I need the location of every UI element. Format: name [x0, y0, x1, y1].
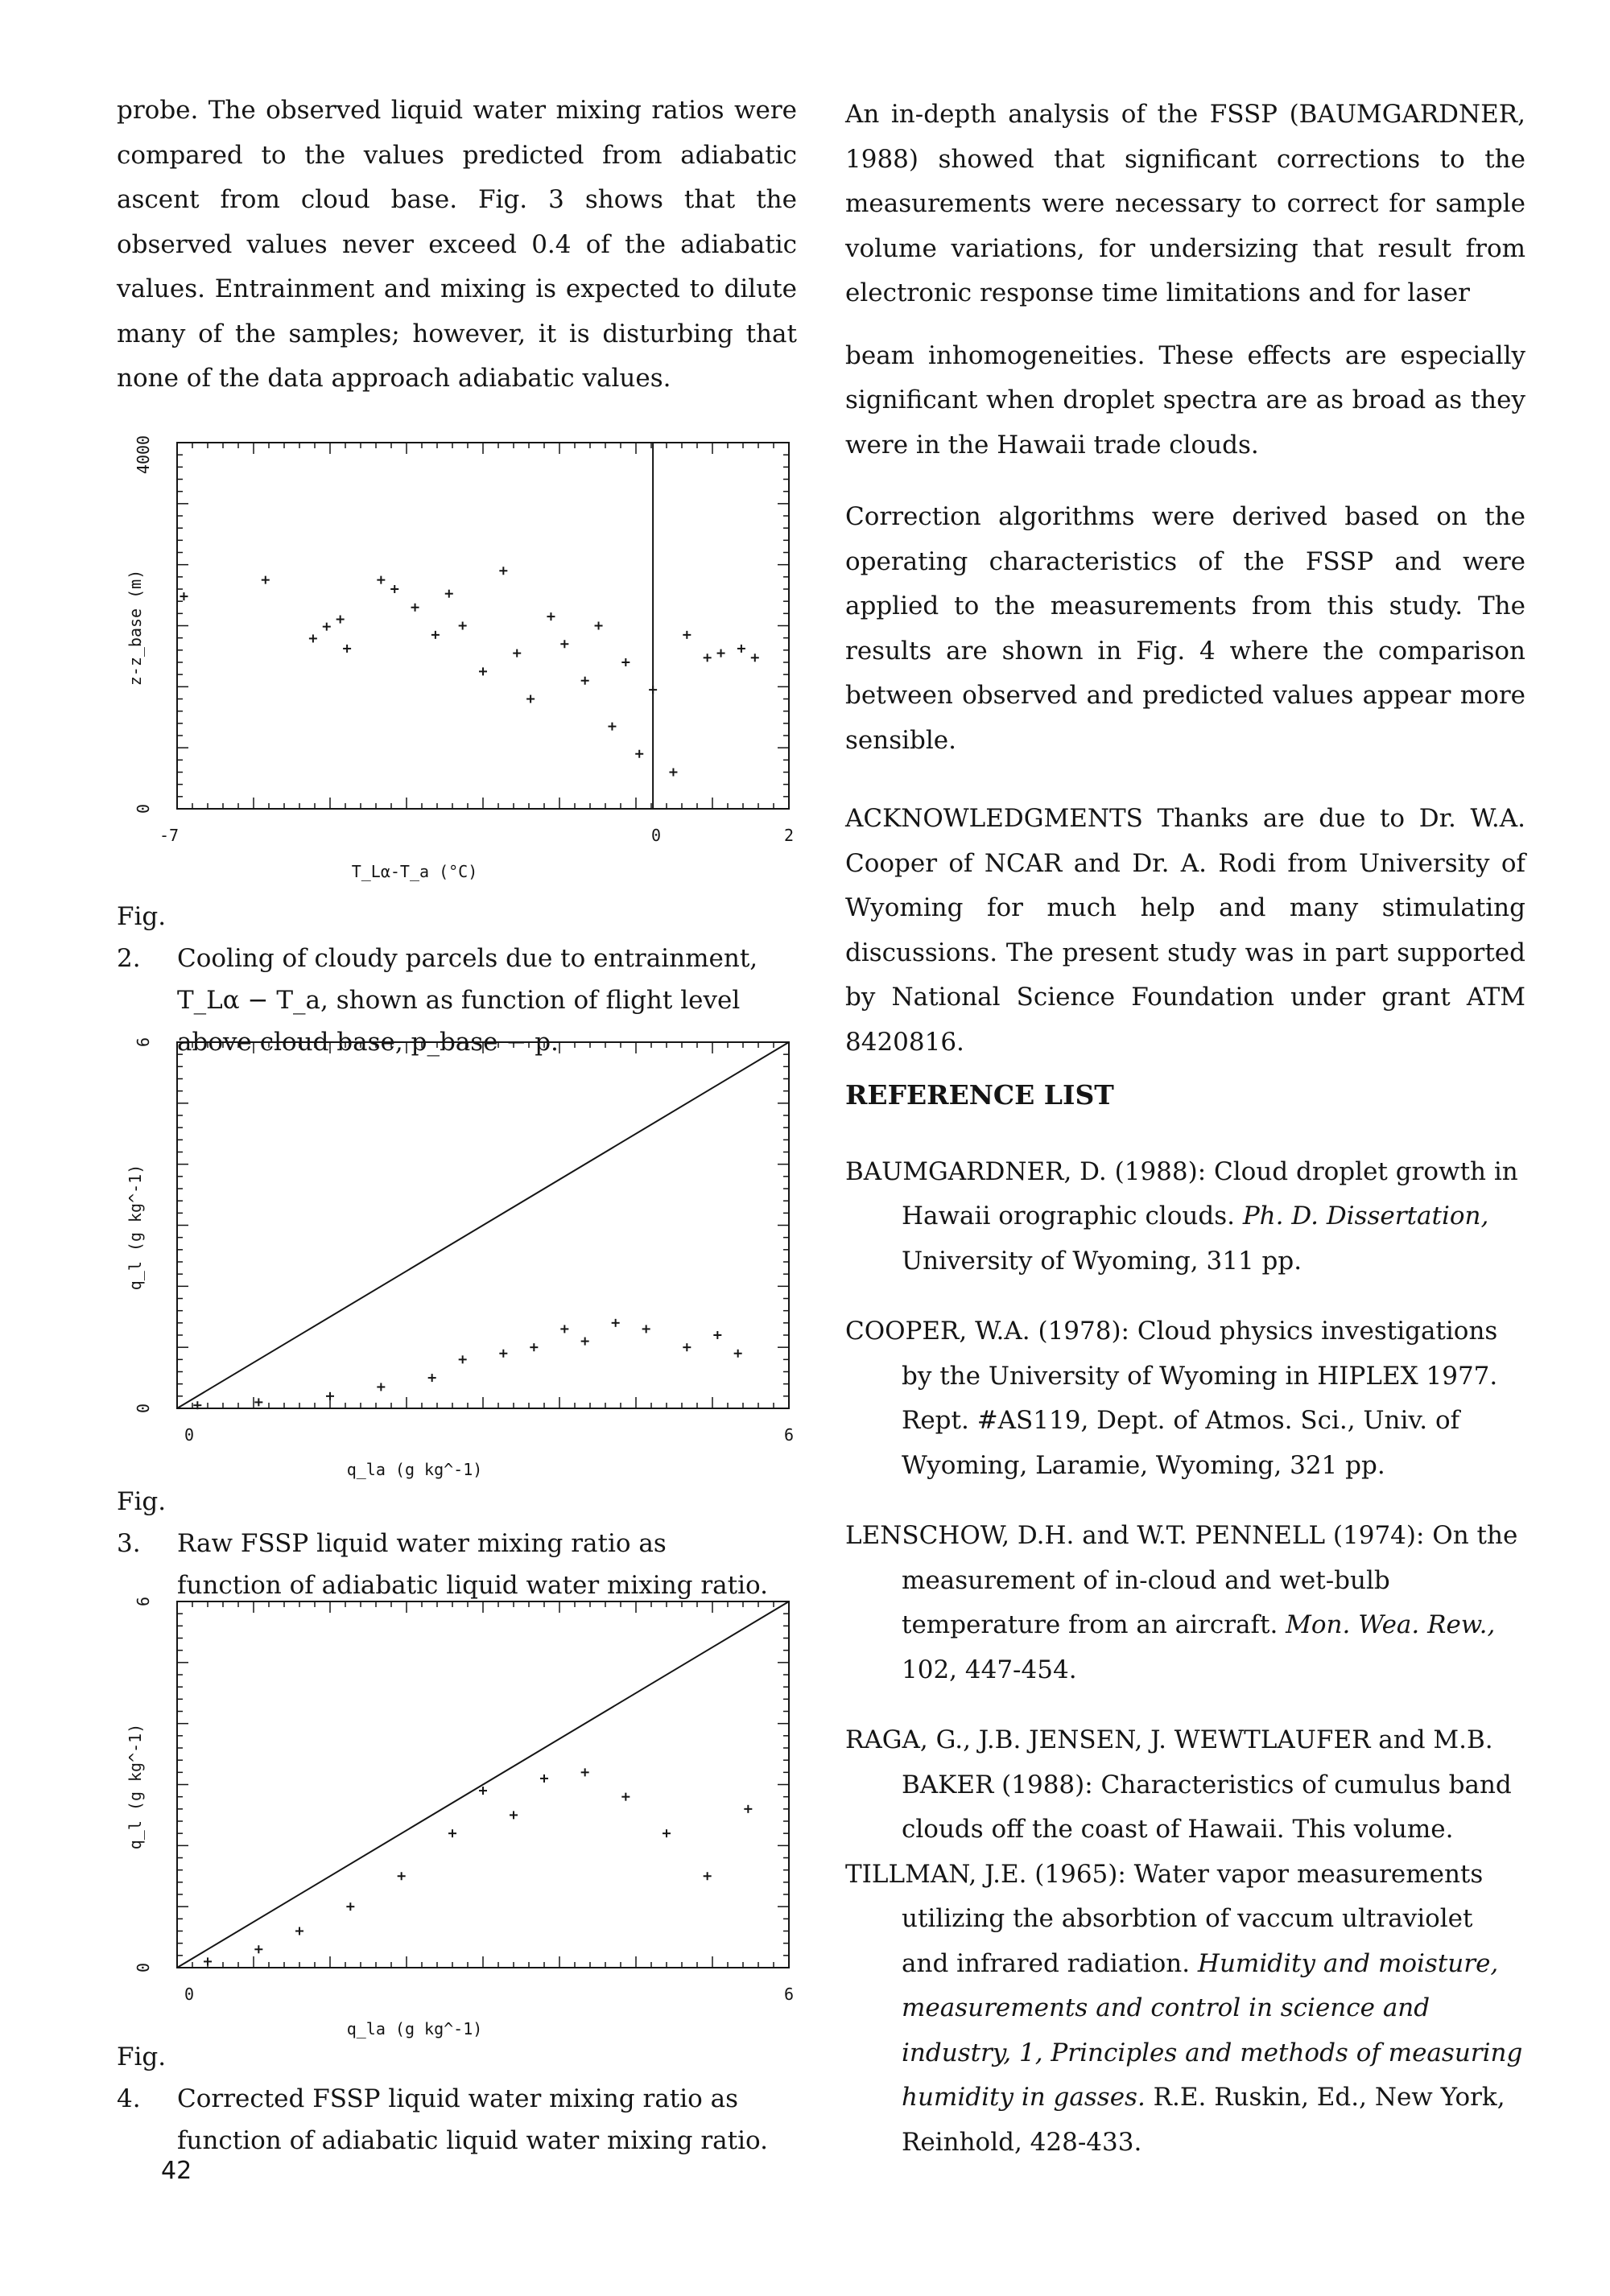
- reference-line: [177, 1042, 789, 1408]
- reference-line: [177, 1601, 789, 1968]
- x-tick-label: 0: [184, 1425, 195, 1445]
- x-tick-label: 2: [783, 826, 795, 845]
- x-tick-label: -7: [159, 826, 180, 845]
- data-points: [180, 567, 758, 776]
- data-point: [744, 1805, 752, 1813]
- data-point: [262, 576, 270, 584]
- y-tick-label: 0: [134, 1962, 153, 1973]
- data-point: [398, 1872, 406, 1880]
- data-point: [510, 1811, 518, 1819]
- data-point: [704, 1872, 712, 1880]
- figure-4-caption: [117, 2036, 809, 2162]
- data-point: [751, 653, 759, 662]
- acknowledgments: ACKNOWLEDGMENTS Thanks are due to Dr. W.A. Cooper of NCAR and Dr. A. Rodi from University of Wyoming for much help and many stimulating discussions. The present study was in part supported by National Science Foundation under grant ATM 8420816.: [845, 804, 1525, 1057]
- data-point: [377, 1383, 385, 1391]
- data-point: [204, 1957, 212, 1965]
- axis-ticks: [177, 443, 789, 809]
- data-point: [683, 1343, 691, 1351]
- data-point: [254, 1398, 262, 1406]
- data-point: [649, 686, 657, 694]
- caption-text: T_Lα − T_a, shown as function of flight level above cloud base, p_base − p.: [177, 986, 741, 1057]
- caption-label: Fig. 3.: [117, 1487, 167, 1558]
- data-point: [343, 645, 351, 653]
- data-point: [445, 590, 453, 598]
- page-number: 42: [161, 2157, 192, 2185]
- data-point: [608, 723, 616, 731]
- data-point: [513, 649, 521, 657]
- caption-text: Corrected FSSP liquid water mixing ratio as: [177, 2084, 739, 2113]
- data-point: [390, 585, 398, 593]
- data-point: [499, 567, 507, 575]
- data-point: [323, 623, 331, 631]
- data-point: [581, 1768, 589, 1776]
- body-paragraph: beam inhomogeneities. These effects are especially significant when droplet spectra are as broad as they were in the Hawaii trade clouds.: [845, 340, 1525, 460]
- reference-item: TILLMAN, J.E. (1965): Water vapor measurements utilizing the absorbtion of vaccum ultraviolet and infrared radiation. Humidity and moisture, measurements and control in science and industry, 1, Principles and methods of measuring humidity in gasses. R.E. Ruskin, Ed., New York, Reinhold, 428-433.: [845, 1859, 1523, 2157]
- reference-item: BAUMGARDNER, D. (1988): Cloud droplet growth in Hawaii orographic clouds. Ph. D. Dissertation, University of Wyoming, 311 pp.: [845, 1156, 1518, 1276]
- body-paragraph: Correction algorithms were derived based on the operating characteristics of the FSSP and were applied to the measurements from this study. The results are shown in Fig. 4 where the comparison between observed and predicted values appear more sensible.: [845, 502, 1525, 755]
- caption-label: Fig. 4.: [117, 2042, 167, 2113]
- reference-item: LENSCHOW, D.H. and W.T. PENNELL (1974): On the measurement of in-cloud and wet-bulb temperature from an aircraft. Mon. Wea. Rew., 102, 447-454.: [845, 1521, 1518, 1684]
- body-paragraph: probe. The observed liquid water mixing ratios were compared to the values predicted from adiabatic ascent from cloud base. Fig. 3 shows that the observed values never exceed 0.4 of the adiabatic values. Entrainment and mixing is expected to dilute many of the samples; however, it is disturbing that none of the data approach adiabatic values.: [117, 96, 797, 393]
- caption-text: function of adiabatic liquid water mixing ratio.: [177, 1571, 769, 1600]
- figure-3-plot: [117, 1034, 809, 1477]
- data-point: [336, 616, 345, 624]
- data-point: [621, 1793, 630, 1801]
- y-tick-label: 4000: [134, 435, 153, 475]
- y-tick-label: 6: [134, 1037, 153, 1048]
- caption-label: Fig. 2.: [117, 902, 167, 973]
- data-point: [683, 631, 691, 639]
- data-point: [642, 1325, 650, 1333]
- figure-3: [117, 1034, 809, 1480]
- data-point: [581, 677, 589, 685]
- data-point: [428, 1374, 436, 1382]
- y-axis-label: z-z_base (m): [126, 569, 145, 686]
- y-tick-label: 0: [134, 803, 153, 814]
- data-point: [479, 1787, 487, 1795]
- reference-item: COOPER, W.A. (1978): Cloud physics investigations by the University of Wyoming in HIPLEX 1977. Rept. #AS119, Dept. of Atmos. Sci., Univ. of Wyoming, Laramie, Wyoming, 321 pp.: [845, 1317, 1498, 1480]
- data-point: [431, 631, 440, 639]
- data-point: [581, 1338, 589, 1346]
- data-point: [713, 1331, 721, 1339]
- data-point: [346, 1902, 354, 1911]
- references-heading: REFERENCE LIST: [845, 1079, 1114, 1111]
- data-point: [547, 612, 555, 620]
- data-point: [663, 1829, 671, 1837]
- data-point: [635, 750, 643, 758]
- x-axis-label: T_Lα-T_a (°C): [351, 862, 478, 881]
- data-point: [254, 1945, 262, 1953]
- figure-2: [117, 435, 809, 881]
- data-points: [204, 1768, 752, 1965]
- data-point: [499, 1350, 507, 1358]
- y-axis-label: q_l (g kg^-1): [126, 1164, 145, 1291]
- data-point: [737, 645, 745, 653]
- caption-text: Raw FSSP liquid water mixing ratio as: [177, 1529, 667, 1558]
- data-point: [717, 649, 725, 657]
- data-points: [193, 1319, 741, 1409]
- data-point: [459, 1355, 467, 1363]
- data-point: [734, 1350, 742, 1358]
- x-tick-label: 6: [783, 1985, 795, 2004]
- x-axis-label: q_la (g kg^-1): [346, 2019, 483, 2038]
- data-point: [540, 1775, 548, 1783]
- data-point: [411, 604, 419, 612]
- reference-item: RAGA, G., J.B. JENSEN, J. WEWTLAUFER and M.B. BAKER (1988): Characteristics of cumulus band clouds off the coast of Hawaii. This volume.: [845, 1725, 1512, 1844]
- figure-3-caption: [117, 1481, 809, 1606]
- data-point: [612, 1319, 620, 1327]
- data-point: [704, 653, 712, 662]
- data-point: [309, 634, 317, 642]
- figure-2-plot: [117, 435, 809, 881]
- data-point: [560, 640, 568, 648]
- figure-4-plot: [117, 1593, 809, 2036]
- x-axis-label: q_la (g kg^-1): [346, 1460, 483, 1479]
- data-point: [669, 769, 677, 777]
- data-point: [595, 622, 603, 630]
- right-column: [845, 93, 1525, 2165]
- y-axis-label: q_l (g kg^-1): [126, 1723, 145, 1850]
- y-tick-label: 0: [134, 1403, 153, 1414]
- body-paragraph: An in-depth analysis of the FSSP (BAUMGARDNER, 1988) showed that significant corrections to the measurements were necessary to correct for sample volume variations, for undersizing that result from electronic response time limitations and for laser: [845, 100, 1525, 307]
- x-tick-label: 0: [650, 826, 662, 845]
- data-point: [479, 667, 487, 675]
- left-column: [117, 89, 797, 402]
- y-tick-label: 6: [134, 1596, 153, 1607]
- figure-4: [117, 1593, 809, 2039]
- reference-list: [845, 1150, 1525, 2166]
- data-point: [526, 695, 535, 703]
- data-point: [448, 1829, 456, 1837]
- data-point: [459, 622, 467, 630]
- data-point: [530, 1343, 538, 1351]
- x-tick-label: 0: [184, 1985, 195, 2004]
- caption-text: Cooling of cloudy parcels due to entrainment,: [177, 944, 758, 973]
- data-point: [180, 592, 188, 600]
- data-point: [621, 658, 630, 666]
- data-point: [560, 1325, 568, 1333]
- plot-frame: [177, 443, 789, 809]
- data-point: [326, 1392, 334, 1400]
- data-point: [295, 1927, 303, 1935]
- x-tick-label: 6: [783, 1425, 795, 1445]
- data-point: [377, 576, 385, 584]
- caption-text: function of adiabatic liquid water mixing ratio.: [177, 2126, 769, 2155]
